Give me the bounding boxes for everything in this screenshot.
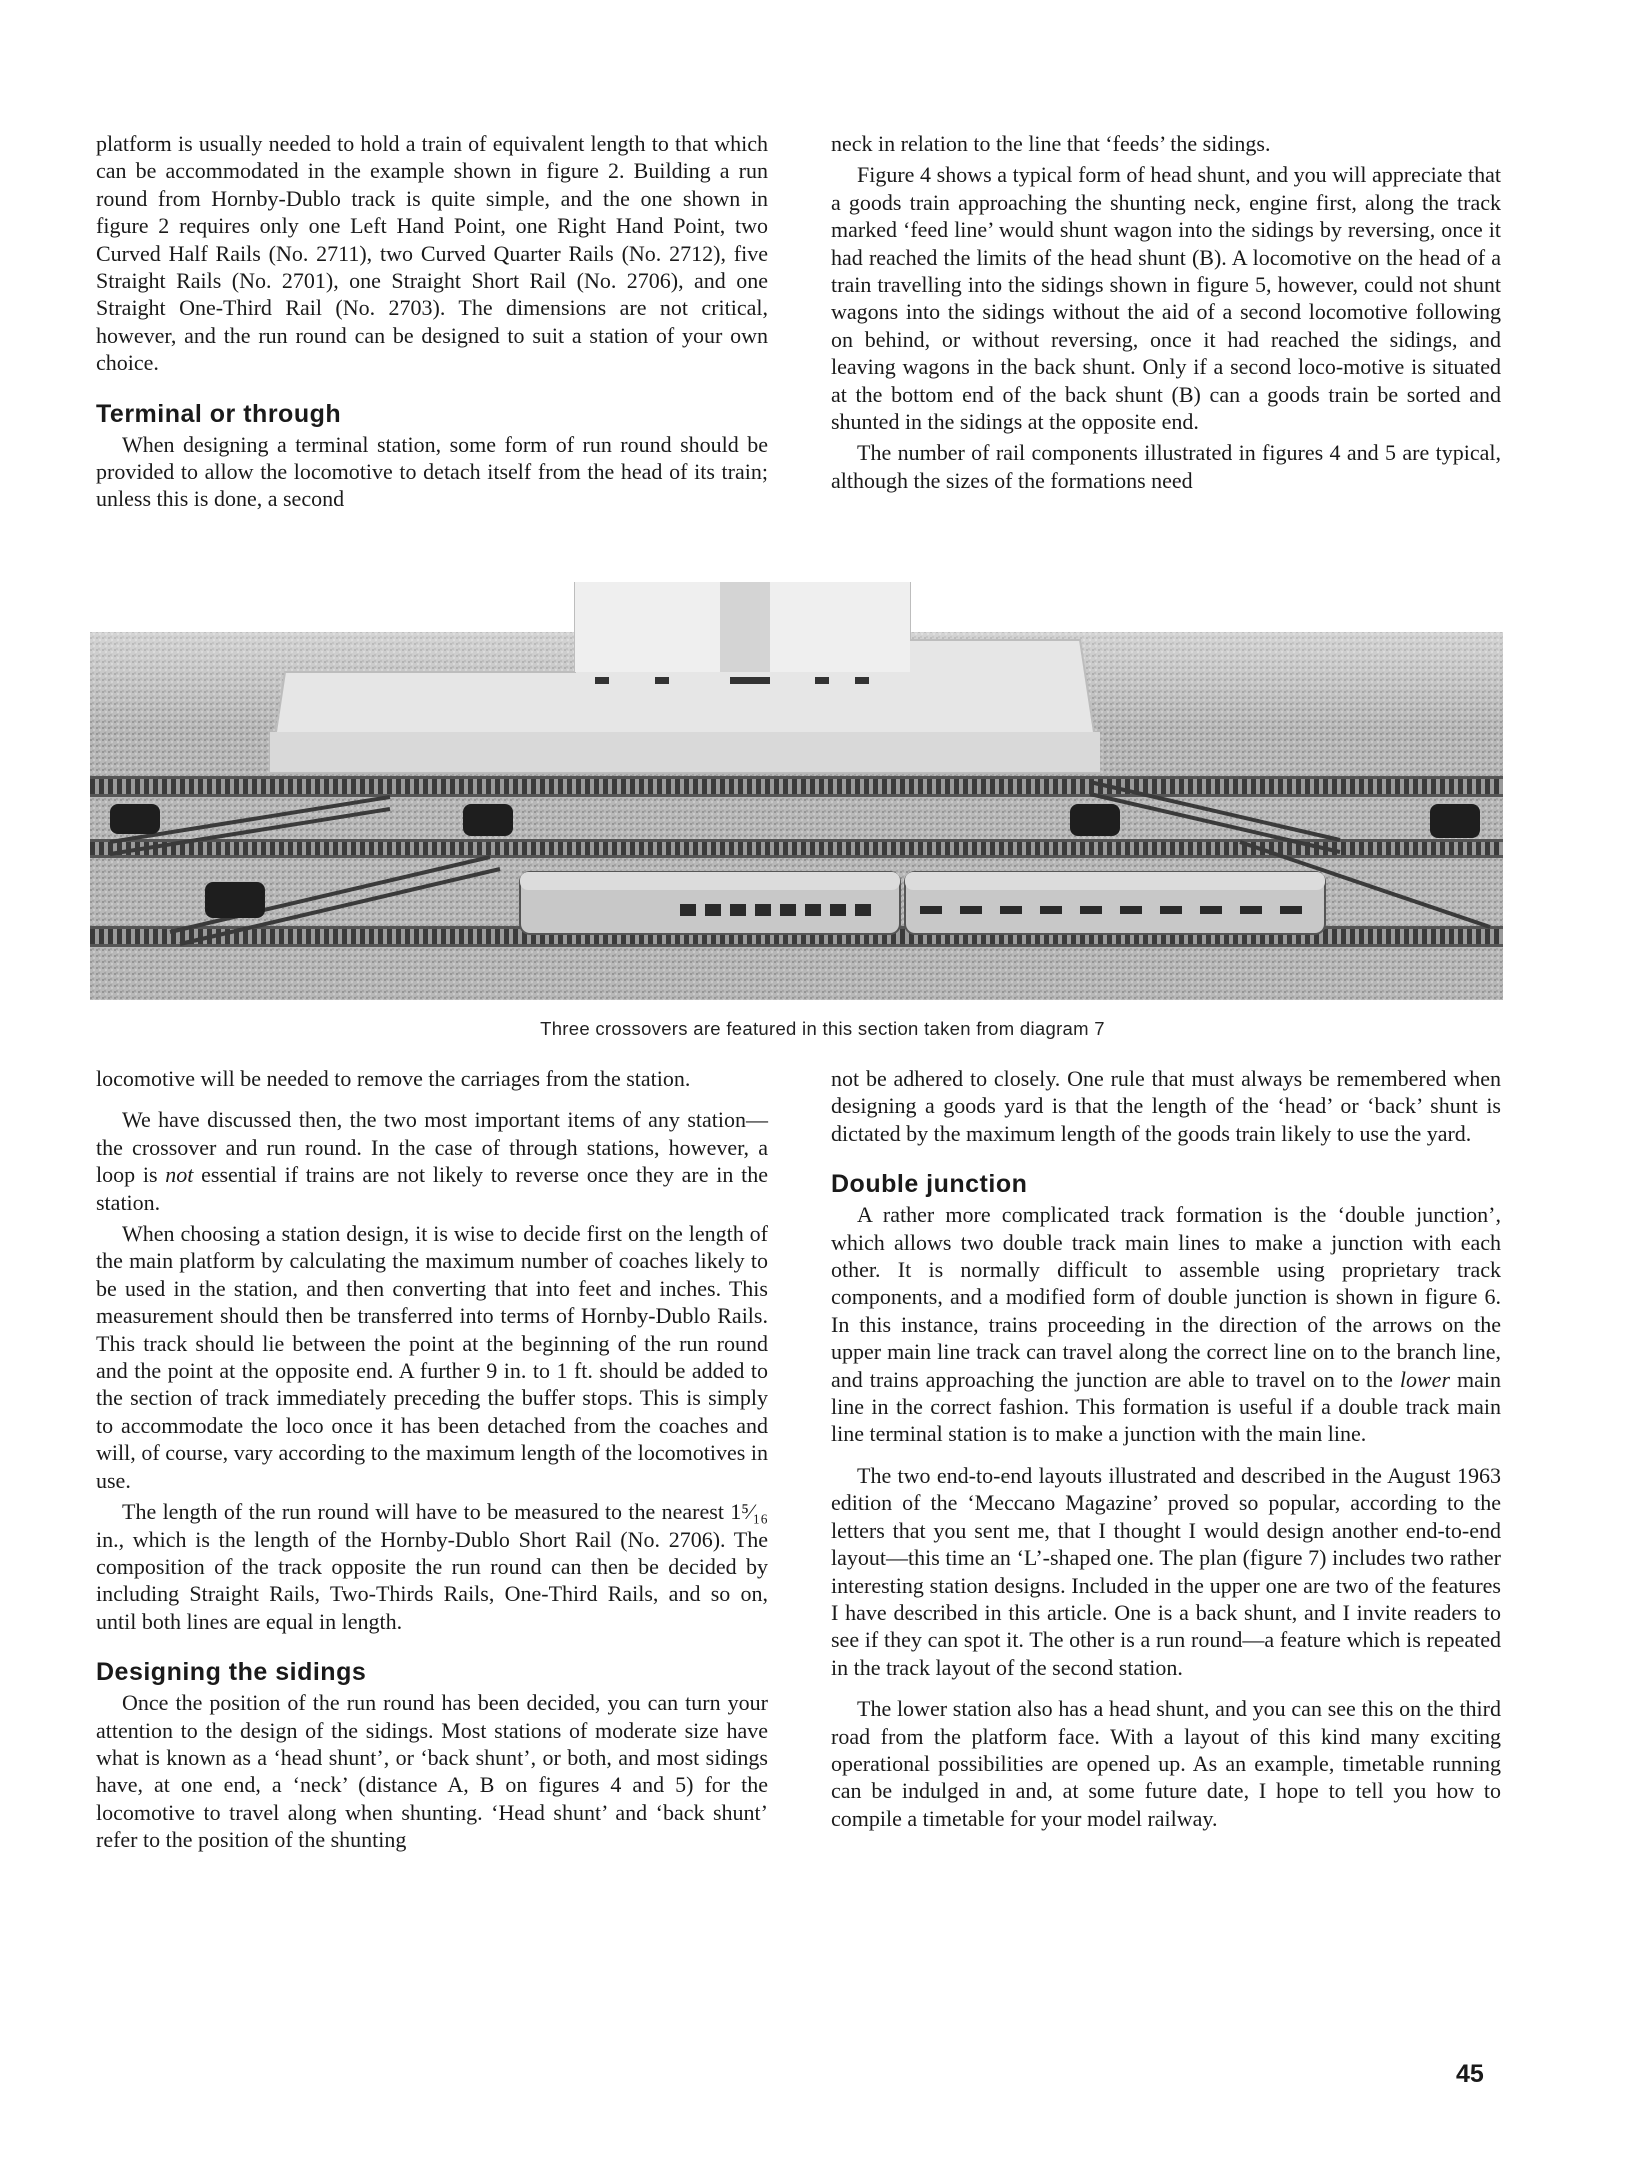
paragraph: platform is usually needed to hold a train of equivalent length to that which can be accommodated in the example shown in figure 2. Building a run round from Hornby-Dublo track is quite simple, and the one shown in figure 2 requires only one Left Hand Point, one Right Hand Point, two Curved Half Rails (No. 2711), two Curved Quarter Rails (No. 2712), five Straight Rails (No. 2701), one Straight Short Rail (No. 2706), and one Straight One-Third Rail (No. 2703). The dimensions are not critical, however, and the run round can be designed to suit a station of your own choice.	[96, 131, 768, 376]
paragraph: not be adhered to closely. One rule that must always be remembered when designing a goods yard is that the length of the ‘head’ or ‘back’ shunt is dictated by the maximum length of the goods train likely to use the yard.	[831, 1066, 1501, 1146]
section-heading-double-junction: Double junction	[831, 1170, 1028, 1199]
emphasis-lower: lower	[1399, 1366, 1451, 1392]
paragraph: The number of rail components illustrated in figures 4 and 5 are typical, although the sizes of the formations need	[831, 440, 1501, 493]
paragraph: The length of the run round will have to be measured to the nearest 1⁵⁄₁₆ in., which is the length of the Hornby-Dublo Short Rail (No. 2706). The composition of the track opposite the run round can then be decided by including Straight Rails, Two-Thirds Rails, One-Third Rails, and so on, until both lines are equal in length.	[96, 1499, 768, 1634]
paragraph: Figure 4 shows a typical form of head shunt, and you will appreciate that a goods train approaching the shunting neck, engine first, along the track marked ‘feed line’ would shunt wagon into the sidings by reversing, once it had reached the limits of the head shunt (B). A locomotive on the head of a train travelling into the sidings shown in figure 5, however, could not shunt wagons into the sidings without the aid of a second locomotive following on behind, or without reversing, once it had reached the sidings, and leaving wagons in the back shunt. Only if a second loco-motive is situated at the bottom end of the back shunt (B) can a goods train be sorted and shunted in the sidings at the opposite end.	[831, 162, 1501, 435]
paragraph: We have discussed then, the two most important items of any station—the crossover and run round. In the case of through stations, however, a loop is not essential if trains are not likely to reverse once they are in the station.	[96, 1107, 768, 1215]
section-heading-sidings: Designing the sidings	[96, 1658, 367, 1687]
column-bottom-left	[96, 1065, 768, 1858]
paragraph: locomotive will be needed to remove the carriages from the station.	[96, 1066, 691, 1091]
column-top-left	[96, 130, 768, 517]
section-heading-terminal: Terminal or through	[96, 399, 342, 428]
page-number: 45	[1456, 2060, 1484, 2088]
paragraph: When choosing a station design, it is wise to decide first on the length of the main platform by calculating the maximum number of coaches likely to be used in the station, and then converting that into feet and inches. This measurement should then be transferred into terms of Hornby-Dublo Rails. This track should lie between the point at the beginning of the run round and the point at the opposite end. A further 9 in. to 1 ft. should be added to the section of track immediately preceding the buffer stops. This is simply to accommodate the loco once it has been detached from the coaches and will, of course, vary according to the maximum length of the locomotives in use.	[96, 1221, 768, 1493]
paragraph: The lower station also has a head shunt, and you can see this on the third road from the platform face. With a layout of this kind many exciting operational possibilities are opened up. As an example, timetable running can be indulged in and, at some future date, I hope to tell you how to compile a timetable for your model railway.	[831, 1696, 1501, 1831]
paragraph: Once the position of the run round has been decided, you can turn your attention to the design of the sidings. Most stations of moderate size have what is known as a ‘head shunt’, or ‘back shunt’, or both, and most sidings have, at one end, a ‘neck’ (distance A, B on figures 4 and 5) for the locomotive to travel along when shunting. ‘Head shunt’ and ‘back shunt’ refer to the position of the shunting	[96, 1690, 768, 1853]
station-model-photo	[90, 582, 1503, 1000]
column-top-right	[831, 130, 1501, 498]
paragraph: neck in relation to the line that ‘feeds’ the sidings.	[831, 131, 1271, 156]
emphasis-not: not	[165, 1162, 194, 1188]
column-bottom-right	[831, 1065, 1501, 1836]
paragraph: When designing a terminal station, some form of run round should be provided to allow the locomotive to detach itself from the head of its train; unless this is done, a second	[96, 431, 768, 512]
photo-caption: Three crossovers are featured in this section taken from diagram 7	[540, 1018, 1105, 1039]
paragraph: The two end-to-end layouts illustrated and described in the August 1963 edition of the ‘Meccano Magazine’ proved so popular, according to the letters that you sent me, that I thought I would design another end-to-end layout—this time an ‘L’-shaped one. The plan (figure 7) includes two rather interesting station designs. Included in the upper one are two of the features I have described in this article. One is a back shunt, and I invite readers to see if they can spot it. The other is a run round—a feature which is repeated in the track layout of the second station.	[831, 1462, 1501, 1680]
paragraph: A rather more complicated track formation is the ‘double junction’, which allows two double track main lines to make a junction with each other. It is normally difficult to assemble using proprietary track components, and a modified form of double junction is shown in figure 6. In this instance, trains proceeding in the direction of the arrows on the upper main line track can travel along the correct line on to the branch line, and trains approaching the junction are able to travel on to the lower main line in the correct fashion. This formation is useful if a double track main line terminal station is to make a junction with the main line.	[831, 1202, 1501, 1447]
